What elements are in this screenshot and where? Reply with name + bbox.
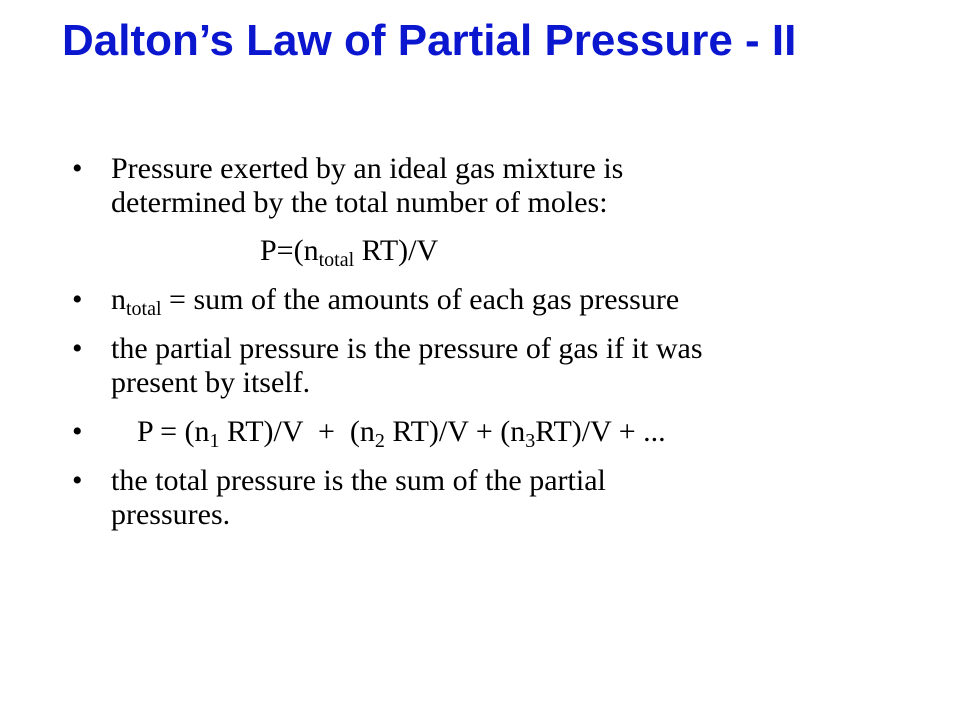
equation-text: RT)/V	[354, 234, 439, 267]
bullet-marker: •	[72, 283, 83, 316]
bullet-item-n-total	[72, 283, 932, 320]
bullet-text-line: Pressure exerted by an ideal gas mixture is	[111, 152, 624, 185]
bullet-text: = sum of the amounts of each gas pressure	[161, 283, 680, 316]
bullet-item-partial-pressure	[72, 332, 932, 400]
bullet-marker: •	[72, 415, 83, 448]
bullet-item-total-pressure	[72, 464, 932, 532]
bullet-text-line: the partial pressure is the pressure of gas if it was	[111, 332, 703, 365]
bullet-item-sum-equation	[72, 415, 932, 452]
slide-title: Dalton’s Law of Partial Pressure - II	[62, 16, 797, 65]
equation-text: P = (n	[137, 415, 210, 448]
equation-text: RT)/V + (n	[384, 415, 526, 448]
equation-text: RT)/V + (n	[219, 415, 375, 448]
bullet-text: n	[111, 283, 126, 316]
equation-total-pressure	[72, 234, 932, 271]
bullet-marker: •	[72, 464, 83, 497]
bullet-marker: •	[72, 332, 83, 365]
equation-text: RT)/V + ...	[535, 415, 666, 448]
sum-equation	[111, 415, 666, 452]
bullet-text-line: present by itself.	[111, 366, 311, 399]
bullet-subscript: total	[126, 298, 162, 320]
equation-subscript: 2	[374, 430, 385, 452]
equation-text: P=(n	[260, 234, 319, 267]
equation-subscript: 3	[525, 430, 536, 452]
equation-subscript: 1	[209, 430, 220, 452]
equation-subscript: total	[318, 249, 355, 271]
slide-body	[72, 152, 932, 532]
bullet-text-line: determined by the total number of moles:	[111, 186, 608, 219]
bullet-text-line: pressures.	[111, 498, 231, 531]
bullet-marker: •	[72, 152, 83, 185]
bullet-item-ideal-gas	[72, 152, 932, 220]
bullet-text-line: the total pressure is the sum of the partial	[111, 464, 606, 497]
